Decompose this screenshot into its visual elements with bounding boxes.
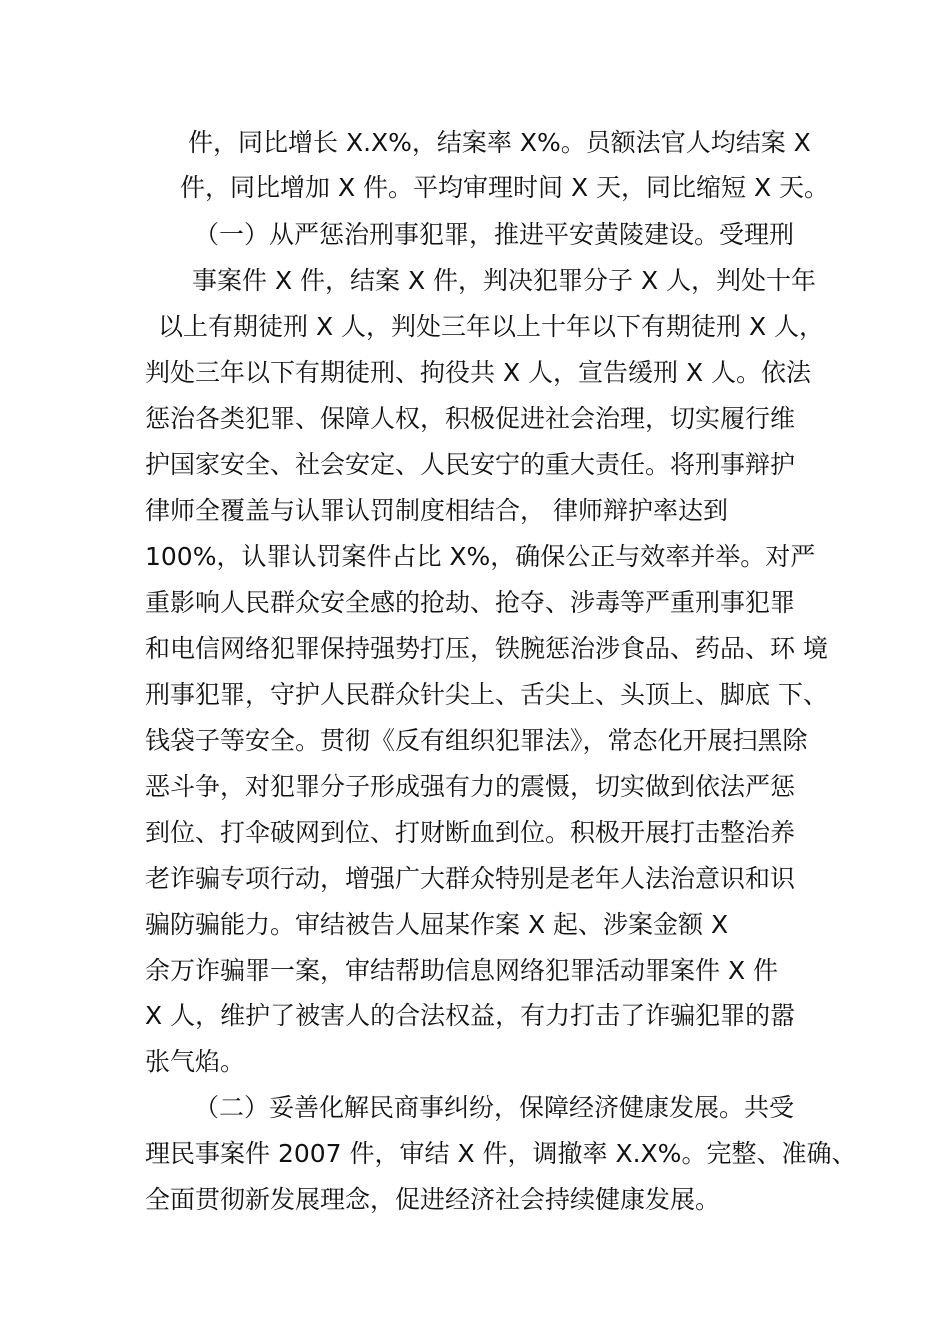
paragraph-line: 恶斗争，对犯罪分子形成强有力的震慑，切实做到依法严惩 (145, 772, 796, 801)
paragraph-line: 惩治各类犯罪、保障人权，积极促进社会治理，切实履行维 (145, 404, 796, 433)
paragraph-line: （二）妥善化解民商事纠纷，保障经济健康发展。共受 (194, 1093, 795, 1122)
paragraph-line: 钱袋子等安全。贯彻《反有组织犯罪法》，常态化开展扫黑除 (145, 726, 808, 755)
paragraph-line: 件，同比增加 X 件。平均审理时间 X 天，同比缩短 X 天。 (180, 173, 830, 202)
paragraph-line: 到位、打伞破网到位、打财断血到位。积极开展打击整治养 (145, 818, 796, 847)
paragraph-line: 余万诈骗罪一案，审结帮助信息网络犯罪活动罪案件 X 件 (145, 956, 779, 985)
paragraph-line: 张气焰。 (145, 1047, 246, 1076)
paragraph-line: 老诈骗专项行动，增强广大群众特别是老年人法治意识和识 (145, 864, 796, 893)
paragraph-line: 重影响人民群众安全感的抢劫、抢夺、涉毒等严重刑事犯罪 (145, 588, 796, 617)
paragraph-line: 骗防骗能力。审结被告人屈某作案 X 起、涉案金额 X (145, 910, 729, 939)
paragraph-line: 护国家安全、社会安定、人民安宁的重大责任。将刑事辩护 (145, 450, 796, 479)
paragraph-line: 件，同比增长 X.X%，结案率 X%。员额法官人均结案 X (188, 128, 811, 157)
paragraph-line: 律师全覆盖与认罪认罚制度相结合， 律师辩护率达到 (145, 496, 728, 525)
paragraph-line: 和电信网络犯罪保持强势打压，铁腕惩治涉食品、药品、环 境 (145, 634, 828, 663)
paragraph-line: 以上有期徒刑 X 人，判处三年以上十年以下有期徒刑 X 人， (158, 312, 825, 341)
paragraph-line: 全面贯彻新发展理念，促进经济社会持续健康发展。 (145, 1185, 721, 1214)
paragraph-line: 事案件 X 件，结案 X 件，判决犯罪分子 X 人，判处十年 (192, 266, 817, 295)
paragraph-line: 理民事案件 2007 件，审结 X 件，调撤率 X.X%。完整、准确、 (145, 1139, 857, 1168)
paragraph-line: 100%，认罪认罚案件占比 X%，确保公正与效率并举。对严 (145, 542, 816, 571)
paragraph-line: X 人，维护了被害人的合法权益，有力打击了诈骗犯罪的嚣 (145, 1001, 796, 1030)
paragraph-line: 刑事犯罪，守护人民群众针尖上、舌尖上、头顶上、脚底 下、 (145, 680, 828, 709)
paragraph-line: （一）从严惩治刑事犯罪，推进平安黄陵建设。受理刑 (194, 220, 795, 249)
paragraph-line: 判处三年以下有期徒刑、拘役共 X 人，宣告缓刑 X 人。依法 (145, 358, 812, 387)
